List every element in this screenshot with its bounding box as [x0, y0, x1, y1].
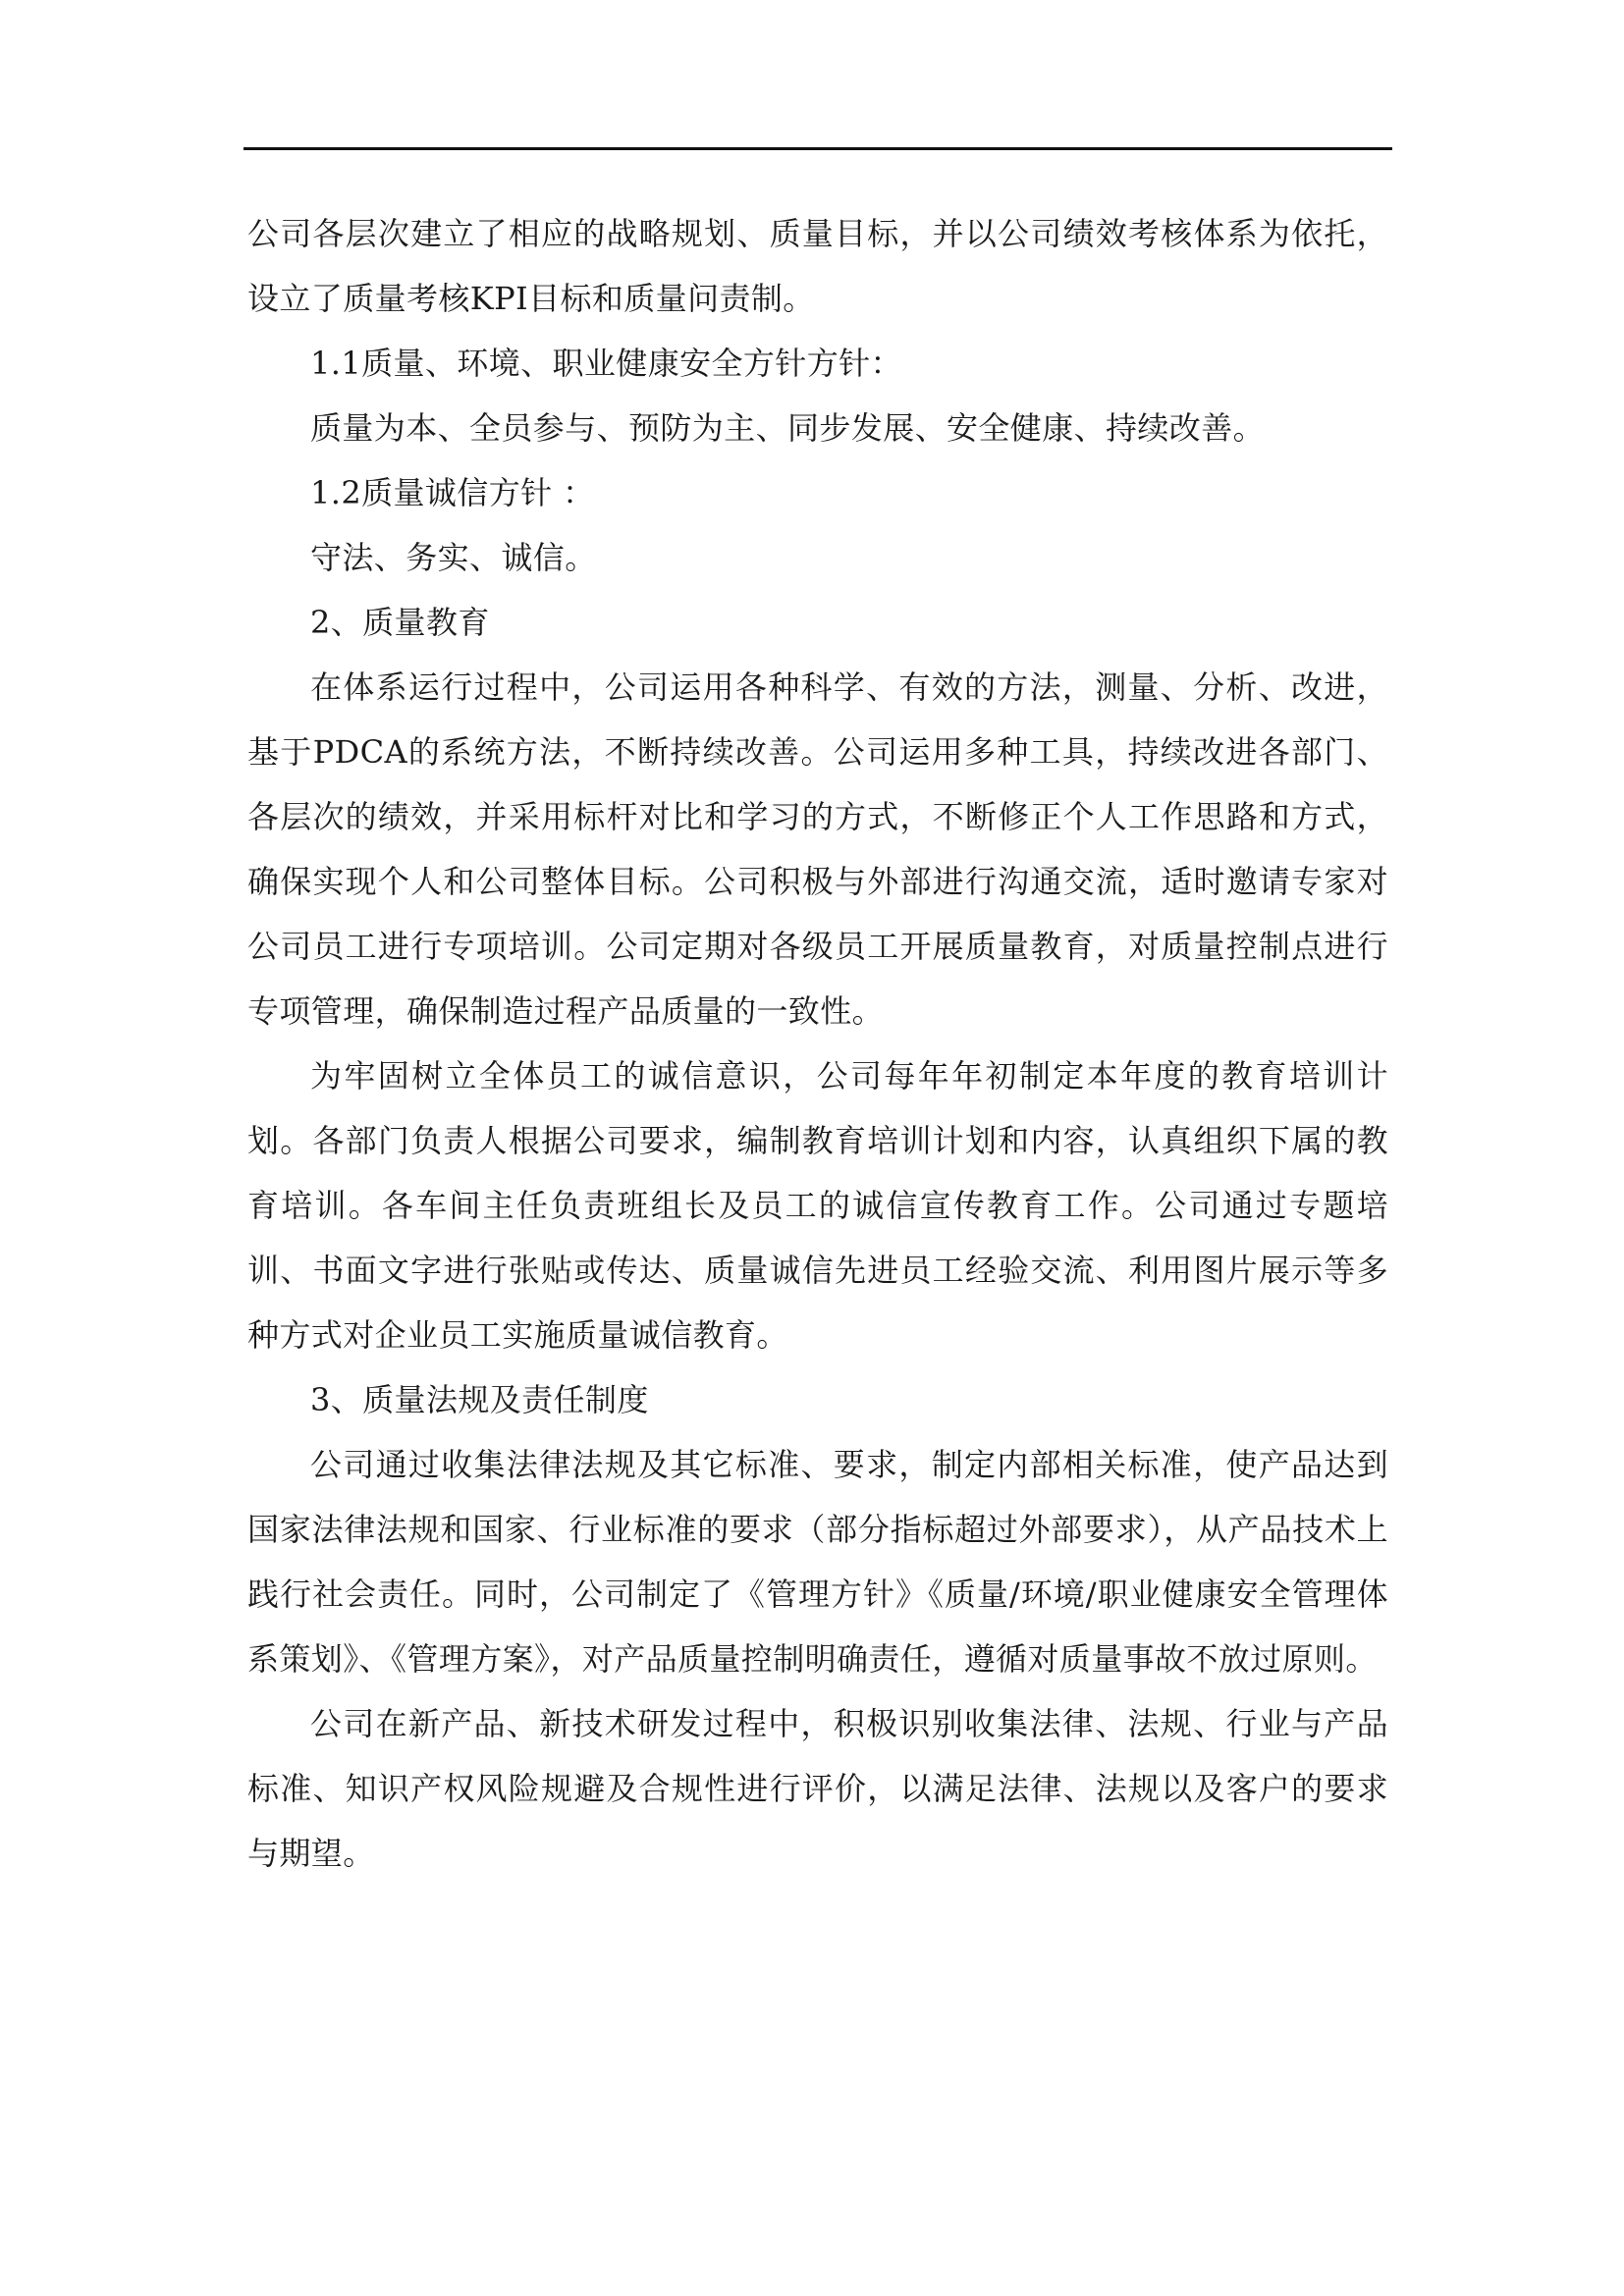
paragraph-integrity-training: 为牢固树立全体员工的诚信意识，公司每年年初制定本年度的教育培训计划。各部门负责人根据公司要求，编制教育培训计划和内容，认真组织下属的教育培训。各车间主任负责班组长及员工的诚信宣传教育工作。公司通过专题培训、书面文字进行张贴或传达、质量诚信先进员工经验交流、利用图片展示等多种方式对企业员工实施质量诚信教育。 [247, 1057, 1388, 1354]
paragraph-policy-content: 质量为本、全员参与、预防为主、同步发展、安全健康、持续改善。 [310, 409, 1266, 447]
heading-2-quality-education: 2、质量教育 [310, 604, 490, 641]
paragraph-integrity-content: 守法、务实、诚信。 [310, 539, 597, 576]
paragraph-system-improvement: 在体系运行过程中，公司运用各种科学、有效的方法，测量、分析、改进，基于PDCA的系统方法，不断持续改善。公司运用多种工具，持续改进各部门、各层次的绩效，并采用标杆对比和学习的方式，不断修正个人工作思路和方式，确保实现个人和公司整体目标。公司积极与外部进行沟通交流，适时邀请专家对公司员工进行专项培训。公司定期对各级员工开展质量教育，对质量控制点进行专项管理，确保制造过程产品质量的一致性。 [247, 668, 1388, 1030]
paragraph-new-product-compliance: 公司在新产品、新技术研发过程中，积极识别收集法律、法规、行业与产品标准、知识产权风险规避及合规性进行评价，以满足法律、法规以及客户的要求与期望。 [247, 1705, 1388, 1872]
paragraph-strategy-kpi: 公司各层次建立了相应的战略规划、质量目标，并以公司绩效考核体系为依托，设立了质量考核KPI目标和质量问责制。 [247, 215, 1388, 317]
heading-1-2-integrity-policy: 1.2质量诚信方针 ： [310, 474, 595, 511]
paragraph-legal-standards: 公司通过收集法律法规及其它标准、要求，制定内部相关标准，使产品达到国家法律法规和国家、行业标准的要求（部分指标超过外部要求），从产品技术上践行社会责任。同时，公司制定了《管理方针》《质量/环境/职业健康安全管理体系策划》、《管理方案》，对产品质量控制明确责任，遵循对质量事故不放过原则。 [247, 1446, 1388, 1678]
heading-3-regulations: 3、质量法规及责任制度 [310, 1381, 649, 1418]
header-rule [244, 147, 1392, 150]
heading-1-1-policy: 1.1质量、环境、职业健康安全方针方针： [310, 345, 902, 382]
document-body [247, 201, 1388, 1886]
